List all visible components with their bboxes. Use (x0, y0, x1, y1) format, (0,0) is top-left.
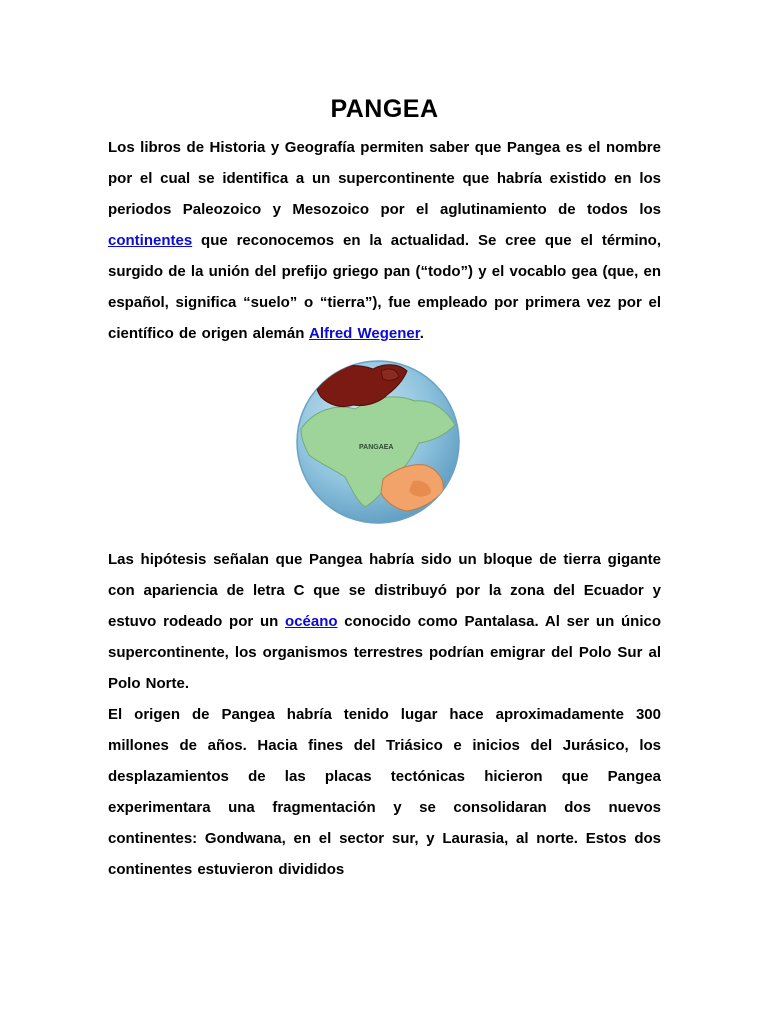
link-alfred-wegener[interactable]: Alfred Wegener (309, 325, 420, 342)
link-continentes[interactable]: continentes (108, 232, 193, 249)
globe-label: PANGAEA (359, 444, 394, 451)
pangaea-globe-image (295, 359, 461, 525)
paragraph-intro (108, 132, 661, 349)
link-oceano[interactable]: océano (285, 613, 338, 630)
pangaea-globe-figure (108, 359, 661, 527)
paragraph-intro-text-1: Los libros de Historia y Geografía permiten saber que Pangea es el nombre por el cual se identifica a un supercontinente que habría existido en los periodos Paleozoico y Mesozoico por el aglutinamiento de todos los (108, 139, 661, 218)
document-page (108, 92, 661, 885)
paragraph-hypothesis-text-1: Las hipótesis señalan que Pangea habría sido un bloque de tierra gigante con apariencia de letra C que se distribuyó por la zona del Ecuador y estuvo rodeado por un (108, 551, 661, 630)
paragraph-hypothesis-text-2: conocido como Pantalasa. Al ser un único supercontinente, los organismos terrestres podrían emigrar del Polo Sur al Polo Norte. (108, 613, 661, 692)
page-title: PANGEA (330, 95, 439, 123)
paragraph-intro-text-3: . (419, 325, 424, 342)
paragraph-origin: El origen de Pangea habría tenido lugar hace aproximadamente 300 millones de años. Hacia fines del Triásico e inicios del Jurásico, los desplazamientos de las placas tectónicas hicieron que Pangea experimentara una fragmentación y se consolidaran dos nuevos continentes: Gondwana, en el sector sur, y Laurasia, al norte. Estos dos continentes estuvieron divididos (108, 706, 661, 878)
paragraph-hypothesis (108, 544, 661, 699)
paragraph-intro-text-2: que reconocemos en la actualidad. Se cree que el término, surgido de la unión del prefijo griego pan (“todo”) y el vocablo gea (que, en español, significa “suelo” o “tierra”), fue empleado por primera vez por el científico de origen alemán (108, 232, 661, 342)
